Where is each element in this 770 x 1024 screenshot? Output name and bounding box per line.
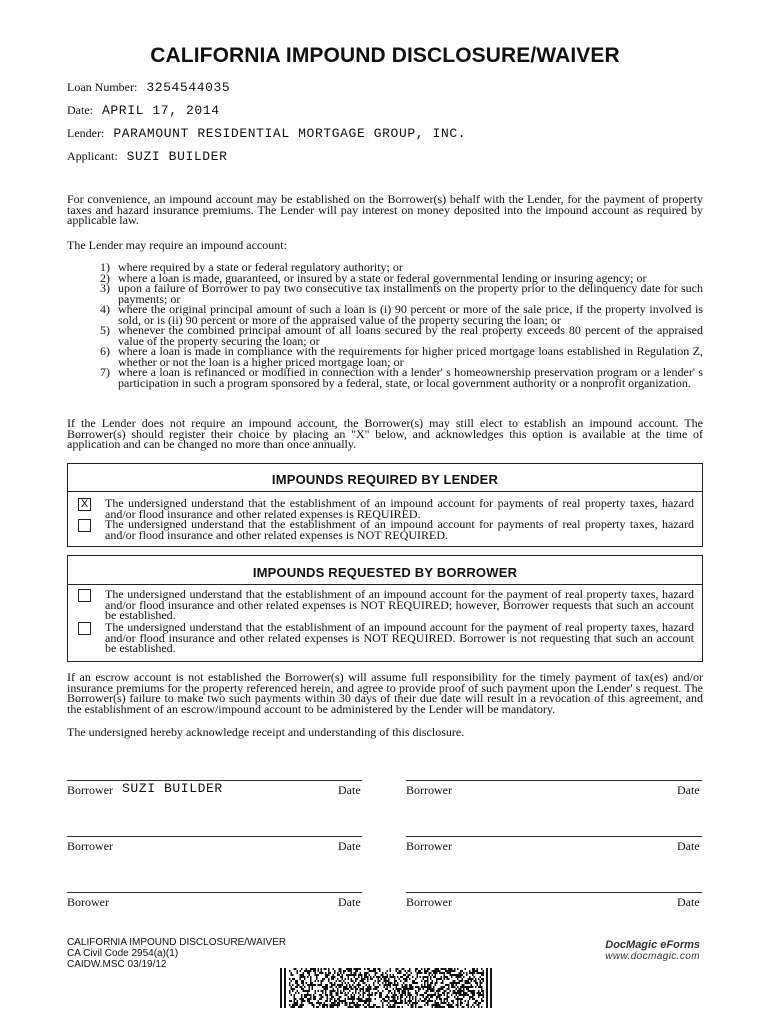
footer-form-title: CALIFORNIA IMPOUND DISCLOSURE/WAIVER: [67, 937, 287, 948]
footer-code: CA Civil Code 2954(a)(1): [67, 948, 179, 959]
list-item: 4) where the original principal amount of such a loan is (i) 90 percent or more of the sale price, if the property involved is sold, or is (ii) 90 percent or more of the appraised value of the property securing the loan; or: [100, 302, 703, 327]
footer-form-id: CAIDW.MSC 03/19/12: [67, 959, 167, 970]
acknowledge-paragraph: The undersigned hereby acknowledge receipt and understanding of this disclosure.: [67, 725, 465, 739]
signature-line[interactable]: [67, 836, 362, 837]
borrower-label: Borrower: [406, 783, 452, 797]
lender-required-option[interactable]: [78, 498, 694, 519]
loan-number-row: [67, 80, 230, 95]
signature-line[interactable]: [67, 892, 362, 893]
borrower-impounds-box: [67, 555, 703, 662]
list-item: 7) where a loan is refinanced or modified in connection with a lender' s homeownership preservation program or a lender' s participation in such a program sponsored by a federal, state, or local government authority or a nonprofit organization.: [100, 365, 703, 390]
not-requesting-checkbox[interactable]: [78, 622, 91, 635]
docmagic-brand: [605, 939, 700, 962]
required-option-text: The undersigned understand that the establishment of an impound account for payments of real property taxes, hazard and/or flood insurance and other related expenses is REQUIRED.: [105, 496, 694, 521]
not-required-option-text: The undersigned understand that the establishment of an impound account for payments of real property taxes, hazard and/or flood insurance and other related expenses is NOT REQUIRED.: [105, 517, 694, 542]
requests-checkbox[interactable]: [78, 589, 91, 602]
borrower-name: SUZI BUILDER: [122, 781, 223, 796]
loan-number-label: Loan Number:: [67, 80, 138, 94]
list-item: 6) where a loan is made in compliance with the requirements for higher priced mortgage loans established in Regulation Z, whether or not the loan is a higher priced mortgage loan; or: [100, 344, 703, 369]
date-label: Date: [677, 839, 700, 853]
borrower-not-requesting-option[interactable]: [78, 622, 694, 654]
borrower-box-heading: IMPOUNDS REQUESTED BY BORROWER: [252, 565, 518, 580]
page-title: CALIFORNIA IMPOUND DISCLOSURE/WAIVER: [150, 44, 620, 67]
date-row: [67, 103, 220, 118]
conditions-list: [67, 262, 703, 388]
list-item: 5) whenever the combined principal amount of all loans secured by the real property exceeds 80 percent of the appraised value of the property securing the loan; or: [100, 323, 703, 348]
signature-line[interactable]: [406, 780, 702, 781]
date-label: Date: [677, 895, 700, 909]
lender-value: PARAMOUNT RESIDENTIAL MORTGAGE GROUP, INC.: [113, 126, 467, 141]
lender-label: Lender:: [67, 126, 105, 140]
lender-not-required-option[interactable]: [78, 519, 694, 540]
election-paragraph: If the Lender does not require an impound account, the Borrower(s) may still elect to establish an impound account. The Borrower(s) should register their choice by placing an "X" below, and acknowledges this option is available at the time of application and can be changed no more than once annually.: [67, 416, 703, 451]
date-label: Date: [338, 839, 361, 853]
lender-box-heading: IMPOUNDS REQUIRED BY LENDER: [271, 472, 499, 487]
signature-line[interactable]: [406, 892, 702, 893]
lender-impounds-box: [67, 463, 703, 547]
lender-row: [67, 126, 466, 141]
responsibility-paragraph: If an escrow account is not established the Borrower(s) will assume full responsibility for the timely payment of tax(es) and/or insurance premiums for the property referenced herein, and agree to provide proof of such payment upon the Lender' s request. The Borrower(s) failure to make two such payments within 30 days of their due date will result in a revocation of this agreement, and the establishment of an escrow/impound account to be administered by the Lender will be mandatory.: [67, 670, 703, 716]
not-required-checkbox[interactable]: [78, 519, 91, 532]
not-requesting-option-text: The undersigned understand that the establishment of an impound account for the payment of real property taxes, hazard and/or flood insurance and other related expenses is NOT REQUIRED. Borrower is not requesting that such an account be established.: [105, 620, 694, 655]
intro-paragraph: For convenience, an impound account may be established on the Borrower(s) behalf with the Lender, for the payment of property taxes and hazard insurance premiums. The Lender will pay interest on money deposited into the impound account as required by applicable law.: [67, 192, 703, 227]
required-checkbox[interactable]: X: [78, 498, 91, 511]
borrower-label: Borrower: [406, 839, 452, 853]
brand-website: www.docmagic.com: [605, 951, 700, 962]
loan-number-value: 3254544035: [146, 80, 231, 95]
brand-logo: DocMagic eForms: [605, 939, 700, 951]
applicant-label: Applicant:: [67, 149, 118, 163]
borrower-requests-option[interactable]: [78, 589, 694, 621]
borrower-label: Borower: [67, 895, 109, 909]
borrower-label: Borrower: [67, 783, 113, 797]
list-item: 3) upon a failure of Borrower to pay two consecutive tax installments on the property prior to the delinquency date for such payments; or: [100, 281, 703, 306]
date-label: Date: [677, 783, 700, 797]
applicant-row: [67, 149, 227, 164]
list-item: 2) where a loan is made, guaranteed, or insured by a state or federal governmental lending or insuring agency; or: [100, 270, 647, 285]
borrower-label: Borrower: [406, 895, 452, 909]
may-require-heading: The Lender may require an impound account:: [67, 238, 287, 252]
list-item: 1) where required by a state or federal regulatory authority; or: [100, 260, 403, 274]
requests-option-text: The undersigned understand that the establishment of an impound account for the payment of real property taxes, hazard and/or flood insurance and other related expenses is NOT REQUIRED; however, Borrower requests that such an account be established.: [105, 587, 694, 622]
borrower-label: Borrower: [67, 839, 113, 853]
footer-info: [67, 937, 286, 970]
signature-line[interactable]: [406, 836, 702, 837]
lender-box-divider: [68, 491, 702, 492]
borrower-box-divider: [68, 584, 702, 585]
barcode-image: [280, 968, 492, 1008]
date-value: APRIL 17, 2014: [102, 103, 220, 118]
applicant-value: SUZI BUILDER: [126, 149, 228, 164]
date-label: Date:: [67, 103, 93, 117]
date-label: Date: [338, 895, 361, 909]
date-label: Date: [338, 783, 361, 797]
